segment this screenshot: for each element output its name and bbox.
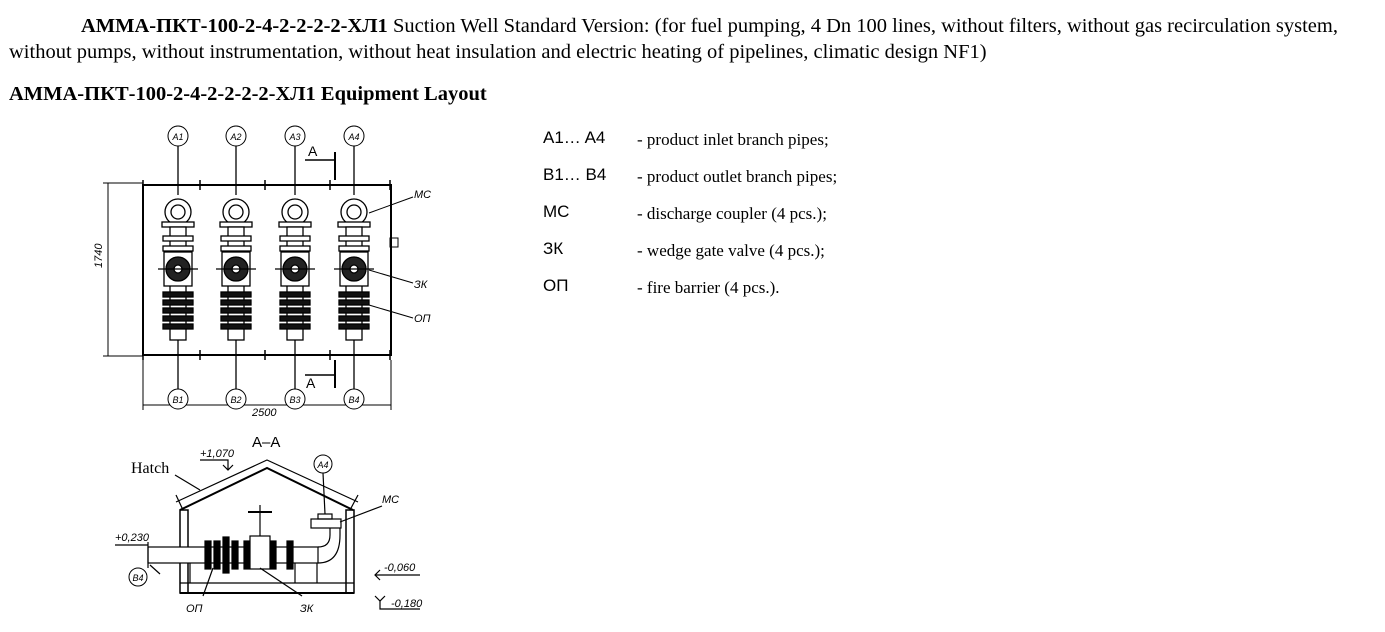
level-top: +1,070 — [200, 448, 234, 460]
tag-outlet-3 — [285, 389, 305, 409]
legend-code: A1… A4 — [543, 128, 606, 147]
callout-zk: ЗК — [414, 279, 428, 291]
level-bottom: -0,180 — [391, 598, 423, 610]
product-code: АММА-ПКТ-100-2-4-2-2-2-2-ХЛ1 — [81, 15, 388, 37]
svg-text:A2: A2 — [230, 132, 242, 142]
height-dim-label: 1740 — [93, 243, 105, 268]
svg-text:B2: B2 — [230, 395, 242, 405]
svg-text:A3: A3 — [289, 132, 301, 142]
hatch-label: Hatch — [131, 460, 170, 477]
callout-mc: MC — [414, 189, 432, 201]
legend-description: - discharge coupler (4 pcs.); — [637, 204, 827, 223]
tag-b4-section — [129, 568, 147, 586]
section-mc-label: MC — [382, 494, 400, 506]
legend-description: - product outlet branch pipes; — [637, 167, 838, 186]
width-dim-label: 2500 — [252, 407, 277, 419]
svg-text:A1: A1 — [172, 132, 184, 142]
tag-inlet-2 — [226, 126, 246, 146]
svg-text:B4: B4 — [348, 395, 360, 405]
level-pipe: +0,230 — [115, 532, 149, 544]
tag-inlet-4 — [344, 126, 364, 146]
section-op-label: ОП — [186, 603, 203, 615]
tag-outlet-4 — [344, 389, 364, 409]
callout-op: ОП — [414, 313, 431, 325]
tag-inlet-3 — [285, 126, 305, 146]
svg-text:A4: A4 — [348, 132, 360, 142]
intro-text: Suction Well Standard Version: (for fuel pumping, 4 Dn 100 lines, without filters, without gas recirculation system, without pumps, without instrumentation, without heat insulation and electric heating of pipelines, climatic design NF1) — [9, 15, 1338, 63]
level-floor: -0,060 — [384, 562, 416, 574]
section-zk-label: ЗК — [300, 603, 314, 615]
tag-outlet-1 — [168, 389, 188, 409]
legend-description: - product inlet branch pipes; — [637, 130, 829, 149]
layout-heading: АММА-ПКТ-100-2-4-2-2-2-2-ХЛ1 Equipment Layout — [9, 83, 487, 105]
tag-outlet-2 — [226, 389, 246, 409]
svg-text:B1: B1 — [172, 395, 184, 405]
tag-a4-section — [314, 455, 332, 473]
svg-text:A4: A4 — [317, 460, 329, 470]
legend-code: ЗК — [543, 239, 564, 258]
legend-code: ОП — [543, 276, 569, 295]
legend-description: - fire barrier (4 pcs.). — [637, 278, 780, 297]
equipment-drawing — [0, 0, 540, 632]
svg-text:B3: B3 — [289, 395, 301, 405]
section-mark-top: A — [308, 143, 318, 159]
legend-code: B1… B4 — [543, 165, 607, 184]
svg-text:B4: B4 — [132, 573, 144, 583]
tag-inlet-1 — [168, 126, 188, 146]
section-mark-bottom: A — [306, 375, 316, 391]
legend-code: MC — [543, 202, 570, 221]
legend-description: - wedge gate valve (4 pcs.); — [637, 241, 825, 260]
section-title: A–A — [252, 434, 281, 451]
